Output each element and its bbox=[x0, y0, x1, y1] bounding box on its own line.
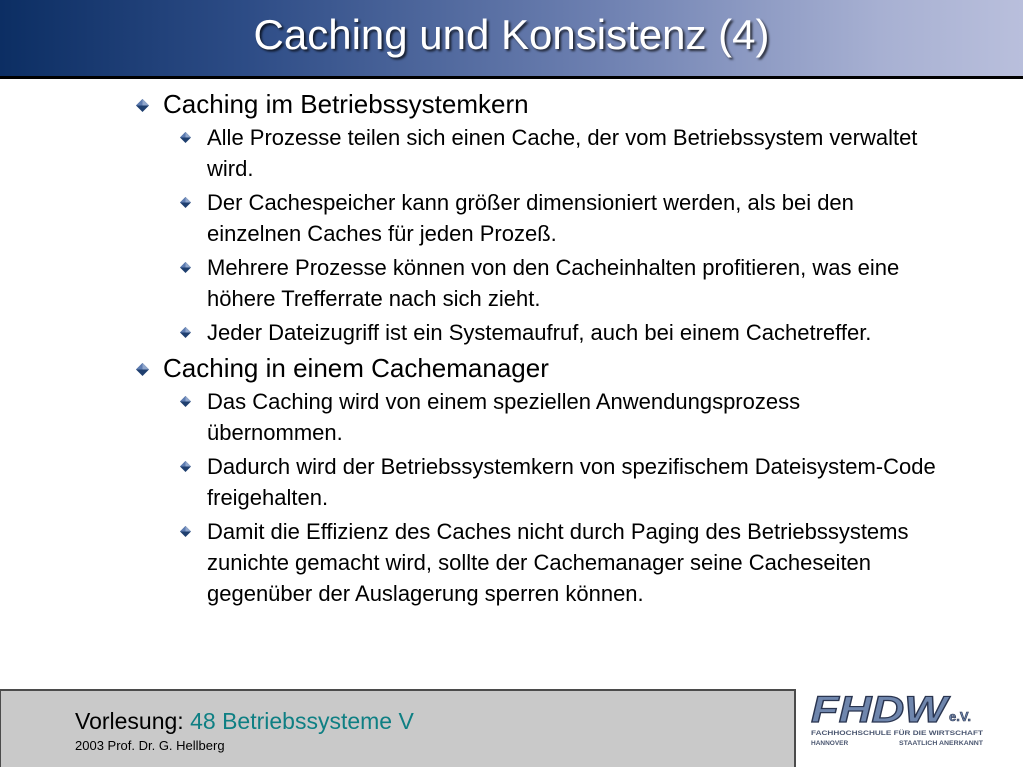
list-item-text: Mehrere Prozesse können von den Cacheinhalten profitieren, was eine höhere Trefferrate nach sich zieht. bbox=[207, 255, 900, 311]
diamond-bullet-icon bbox=[180, 262, 191, 273]
list-item-text: Der Cachespeicher kann größer dimensioniert werden, als bei den einzelnen Caches für jeden Prozeß. bbox=[207, 190, 854, 246]
diamond-bullet-icon bbox=[136, 99, 149, 112]
list-item bbox=[180, 386, 936, 448]
logo-line-1: FACHHOCHSCHULE FÜR DIE WIRTSCHAFT bbox=[811, 730, 948, 737]
slide-title: Caching und Konsistenz (4) bbox=[253, 11, 770, 58]
list-item bbox=[180, 187, 936, 249]
diamond-bullet-icon bbox=[180, 461, 191, 472]
list-item bbox=[180, 317, 936, 348]
logo-line-2-left: HANNOVER bbox=[811, 740, 849, 747]
title-divider bbox=[0, 76, 1023, 79]
author-line: 2003 Prof. Dr. G. Hellberg bbox=[75, 738, 225, 753]
lecture-label: Vorlesung: bbox=[75, 708, 191, 734]
logo-graphic bbox=[807, 690, 991, 762]
diamond-bullet-icon bbox=[180, 327, 191, 338]
list-item-text: Alle Prozesse teilen sich einen Cache, der vom Betriebssystem verwaltet wird. bbox=[207, 125, 918, 181]
footer bbox=[0, 689, 796, 767]
list-item bbox=[180, 451, 936, 513]
list-item-text: Damit die Effizienz des Caches nicht durch Paging des Betriebssystems zunichte gemacht wird, sollte der Cachemanager seine Cacheseiten gegenüber der Auslagerung sperren können. bbox=[207, 519, 909, 606]
diamond-bullet-icon bbox=[180, 197, 191, 208]
list-item-text: Jeder Dateizugriff ist ein Systemaufruf, auch bei einem Cachetreffer. bbox=[207, 320, 872, 345]
lecture-name: 48 Betriebssysteme V bbox=[190, 708, 414, 734]
list-item bbox=[180, 516, 936, 609]
list-item bbox=[180, 252, 936, 314]
section-heading-text: Caching im Betriebssystemkern bbox=[163, 89, 529, 119]
list-item bbox=[180, 122, 936, 184]
diamond-bullet-icon bbox=[180, 526, 191, 537]
slide-content bbox=[136, 88, 936, 612]
section-heading-text: Caching in einem Cachemanager bbox=[163, 353, 549, 383]
diamond-bullet-icon bbox=[180, 132, 191, 143]
logo-suffix: e.V. bbox=[949, 709, 971, 724]
logo-line-2-right: STAATLICH ANERKANNT bbox=[899, 740, 984, 747]
section-heading bbox=[136, 352, 936, 384]
list-item-text: Das Caching wird von einem speziellen Anwendungsprozess übernommen. bbox=[207, 389, 801, 445]
section-heading bbox=[136, 88, 936, 120]
diamond-bullet-icon bbox=[180, 396, 191, 407]
lecture-line bbox=[75, 707, 414, 735]
fhdw-logo bbox=[807, 690, 991, 762]
logo-name: FHDW bbox=[811, 690, 951, 730]
list-item-text: Dadurch wird der Betriebssystemkern von spezifischem Dateisystem-Code freigehalten. bbox=[207, 454, 936, 510]
diamond-bullet-icon bbox=[136, 363, 149, 376]
